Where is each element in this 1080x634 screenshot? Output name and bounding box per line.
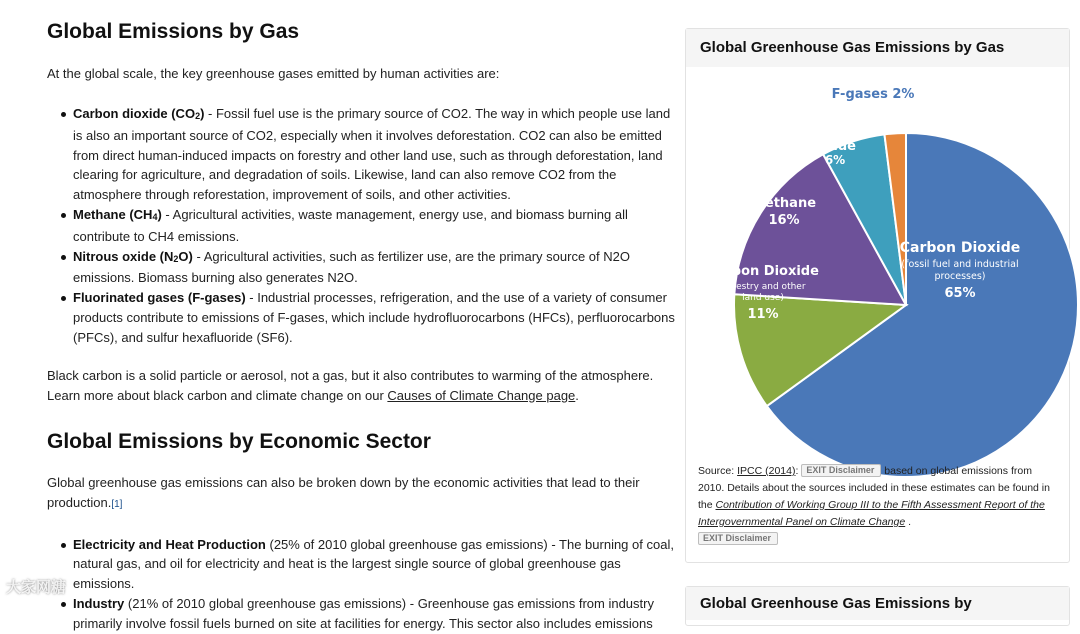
chart-sidebar <box>685 28 1070 563</box>
item-text: - Industrial processes, refrigeration, and the use of a variety of consumer products contribute to emissions of F-gases, which include hydrofluorocarbons (HFCs), perfluorocarbons (PFCs), and sulfur hexafluoride (SF6). <box>73 290 675 345</box>
slice-label <box>832 87 915 102</box>
svg-text:land use): land use) <box>742 293 784 303</box>
item-text: (21% of 2010 global greenhouse gas emissions) - Greenhouse gas emissions from industry primarily involve fossil fuels burned on site at facilities for energy. This sector also includes emissions <box>73 595 654 631</box>
item-text: - Agricultural activities, waste management, energy use, and biomass burning all contribute to CH4 emissions. <box>73 206 628 244</box>
sector-intro: Global greenhouse gas emissions can also be broken down by the economic activities that lead to their production.[1] <box>47 474 640 510</box>
list-item: Carbon dioxide $(CO_2)$ - Fossil fuel use is the primary source of CO2. The way in which people use land is also an important source of CO2, especially when it involves deforestation. CO2 can also be emitted from direct human-induced impacts on forestry and other land use, such as through deforestation, land clearing for agriculture, and degradation of soils. Likewise, land can also remove CO2 from the atmosphere through reforestation, improvement of soils, and other activities. <box>73 104 677 205</box>
item-label: Nitrous oxide (N <box>73 248 174 264</box>
svg-text:(forestry and other: (forestry and other <box>720 282 806 292</box>
svg-text:Oxide: Oxide <box>813 139 857 154</box>
list-item: Methane $(CH_4)$ - Agricultural activities, waste management, energy use, and biomass burning all contribute to CH4 emissions. <box>73 205 677 247</box>
item-label: Carbon dioxide (CO <box>73 106 196 121</box>
svg-text:processes): processes) <box>934 271 986 282</box>
svg-text:Nitrous: Nitrous <box>808 126 862 141</box>
item-text: (25% of 2010 global greenhouse gas emissions) - The burning of coal, natural gas, and oil for electricity and heat is the largest single source of global greenhouse gas emissions. <box>73 536 674 592</box>
page-title: Global Emissions by Gas <box>47 20 300 43</box>
exit-disclaimer-button[interactable]: EXIT Disclaimer <box>801 464 881 477</box>
item-text: - Agricultural activities, such as fertilizer use, are the primary source of N2O emissions. Biomass burning also generates N2O. <box>73 248 630 286</box>
ipcc-link[interactable]: IPCC (2014) <box>737 465 796 477</box>
svg-text:6%: 6% <box>824 153 846 167</box>
chart-sidebar-2 <box>685 586 1070 626</box>
causes-link[interactable]: Causes of Climate Change page <box>387 387 576 403</box>
item-text: - Fossil fuel use is the primary source of CO2. The way in which people use land is also an important source of CO2, especially when it involves deforestation. CO2 can also be emitted from direct human-induced impacts on forestry and other land use, such as through deforestation, land clearing for agriculture, and degradation of soils. Likewise, land can also remove CO2 from the atmosphere through reforestation, improvement of soils, and other activities. <box>73 106 671 203</box>
item-label: Fluorinated gases (F-gases) <box>73 290 246 306</box>
watermark: 大家网糖 <box>6 579 67 596</box>
item-label: Methane (CH <box>73 206 153 222</box>
pie-chart-svg <box>686 69 1069 469</box>
svg-text:Carbon Dioxide: Carbon Dioxide <box>899 240 1021 256</box>
svg-text:11%: 11% <box>747 307 779 322</box>
gas-list <box>73 104 677 348</box>
sidebar2-title: Global Greenhouse Gas Emissions by <box>686 587 1069 620</box>
sector-list <box>73 535 677 634</box>
main-content <box>47 18 677 634</box>
list-item <box>73 288 677 347</box>
chart-source: Source: IPCC (2014): EXIT Disclaimer based on global emissions from 2010. Details about the sources included in these estimates can be found in the Contribution of Working Group III to the Fifth Assessment Report of the Intergovernmental Panel on Climate Change . EXIT Disclaimer <box>698 465 1050 543</box>
svg-text:Methane: Methane <box>751 196 817 211</box>
intro-text: At the global scale, the key greenhouse gases emitted by human activities are: <box>47 66 500 81</box>
item-label: Electricity and Heat Production <box>73 536 266 552</box>
pie-chart <box>686 69 1069 469</box>
list-item <box>73 594 677 634</box>
slice-label-text: F-gases 2% <box>831 87 915 102</box>
ipcc-report-link[interactable]: Contribution of Working Group III to the Fifth Assessment Report of the Intergovernmental Panel on Climate Change <box>698 499 1045 528</box>
svg-text:Carbon Dioxide: Carbon Dioxide <box>707 264 819 279</box>
list-item: Nitrous oxide $(N_2O)$ - Agricultural activities, such as fertilizer use, are the primary source of N2O emissions. Biomass burning also generates N2O. <box>73 247 677 289</box>
svg-text:(fossil fuel and industrial: (fossil fuel and industrial <box>901 259 1019 270</box>
sidebar-title: Global Greenhouse Gas Emissions by Gas <box>686 29 1069 67</box>
section-title-sector: Global Emissions by Economic Sector <box>47 429 431 453</box>
footnote-link[interactable]: [1] <box>111 498 123 510</box>
item-label: Industry <box>73 595 125 611</box>
list-item <box>73 535 677 594</box>
black-carbon-text: Black carbon is a solid particle or aerosol, not a gas, but it also contributes to warming of the atmosphere. Learn more about black carbon and climate change on our Causes of Climate Change page. <box>47 367 654 403</box>
svg-text:16%: 16% <box>768 213 800 228</box>
svg-text:65%: 65% <box>944 286 976 301</box>
exit-disclaimer-button-2[interactable]: EXIT Disclaimer <box>698 532 778 545</box>
